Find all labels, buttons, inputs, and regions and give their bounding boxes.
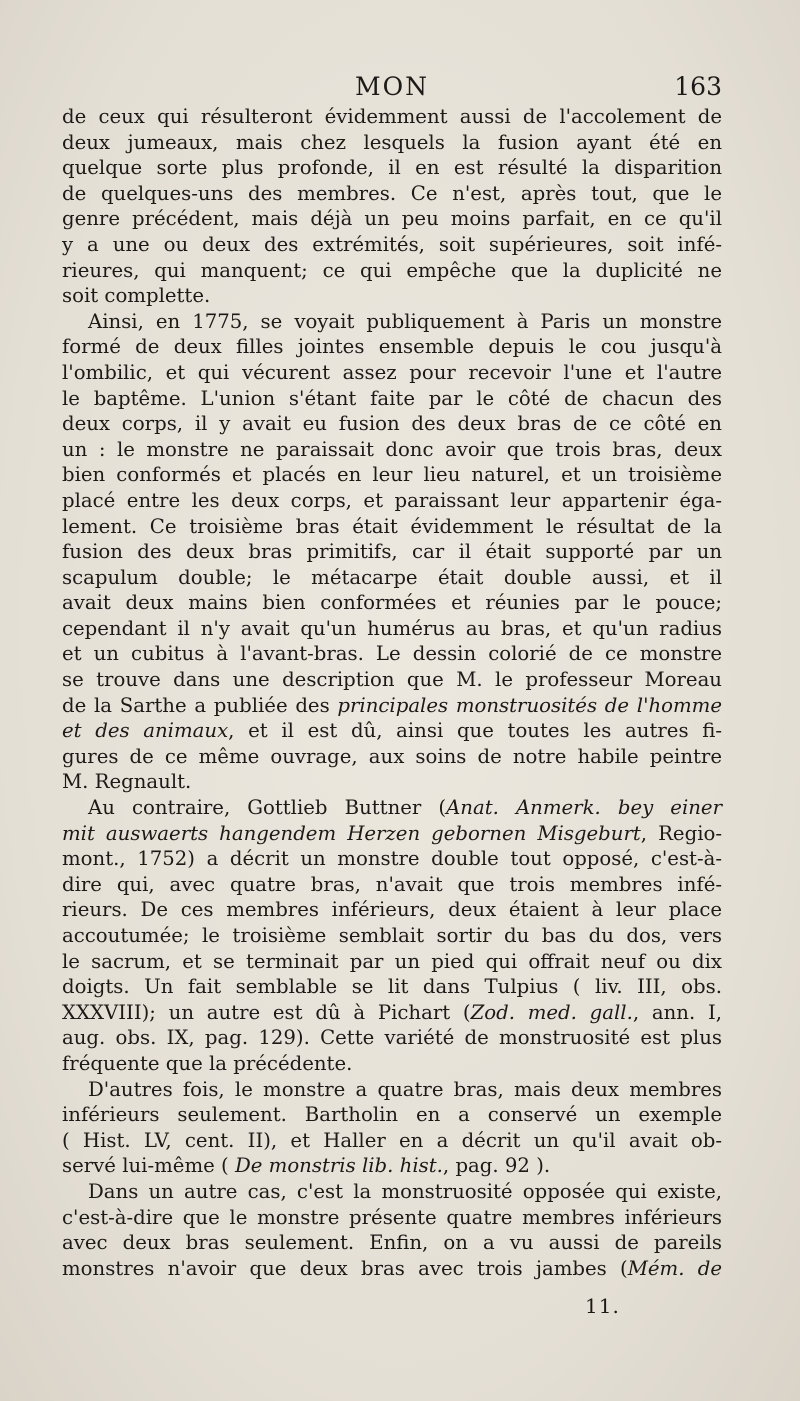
text-line <box>62 155 722 181</box>
roman-text: c'est-à-dire que le monstre présente quatre membres inférieurs <box>62 1205 722 1229</box>
roman-text: avec deux bras seulement. Enfin, on a vu aussi de pareils <box>62 1231 722 1255</box>
text-line <box>62 309 722 335</box>
roman-text: , et il est dû, ainsi que toutes les autres fi- <box>228 719 722 743</box>
roman-text: de la Sarthe a publiée des <box>62 693 338 717</box>
roman-text: inférieurs seulement. Bartholin en a conservé un exemple <box>62 1103 722 1127</box>
text-line <box>62 821 722 847</box>
text-line <box>62 1256 722 1282</box>
roman-text: se trouve dans une description que M. le professeur Moreau <box>62 668 722 692</box>
text-line <box>62 104 722 130</box>
roman-text: le sacrum, et se terminait par un pied qui offrait neuf ou dix <box>62 949 722 973</box>
text-line <box>62 232 722 258</box>
italic-text: et des animaux <box>62 719 229 743</box>
text-line <box>62 1128 722 1154</box>
text-line <box>62 616 722 642</box>
roman-text: et un cubitus à l'avant-bras. Le dessin colorié de ce monstre <box>62 642 722 666</box>
roman-text: accoutumée; le troisième semblait sortir du bas du dos, vers <box>62 924 722 947</box>
roman-text: doigts. Un fait semblable se lit dans Tulpius ( liv. III, obs. <box>62 975 722 999</box>
text-line <box>62 565 722 591</box>
roman-text: un : le monstre ne paraissait donc avoir que trois bras, deux <box>62 437 722 461</box>
italic-text: Zod. med. gall. <box>470 1000 633 1024</box>
roman-text: D'autres fois, le monstre a quatre bras, mais deux membres <box>88 1077 722 1101</box>
signature-mark: 11. <box>585 1294 620 1318</box>
text-line <box>62 1153 722 1179</box>
roman-text: deux jumeaux, mais chez lesquels la fusion ayant été en <box>62 130 722 154</box>
text-line <box>62 258 722 284</box>
roman-text: fréquente que la précédente. <box>62 1051 353 1075</box>
text-line <box>62 283 722 309</box>
italic-text: De monstris lib. hist. <box>234 1154 443 1178</box>
text-line <box>62 334 722 360</box>
text-line <box>62 411 722 437</box>
roman-text: cependant il n'y avait qu'un humérus au bras, et qu'un radius <box>62 616 722 640</box>
roman-text: Ainsi, en 1775, se voyait publiquement à Paris un monstre <box>88 309 722 333</box>
roman-text: , Regio- <box>640 821 722 845</box>
text-line <box>62 1077 722 1103</box>
text-line <box>62 974 722 1000</box>
roman-text: y a une ou deux des extrémités, soit supérieures, soit infé- <box>62 232 722 256</box>
roman-text: M. Regnault. <box>62 770 192 794</box>
roman-text: servé lui-même ( <box>62 1154 235 1178</box>
text-line <box>62 539 722 565</box>
roman-text: avait deux mains bien conformées et réunies par le pouce; <box>62 591 722 615</box>
text-line <box>62 718 722 744</box>
text-line <box>62 1025 722 1051</box>
roman-text: bien conformés et placés en leur lieu naturel, et un troisième <box>62 463 722 487</box>
roman-text: dire qui, avec quatre bras, n'avait que trois membres infé- <box>62 872 722 896</box>
roman-text: mont., 1752) a décrit un monstre double tout opposé, c'est-à- <box>62 847 722 871</box>
roman-text: l'ombilic, et qui vécurent assez pour recevoir l'une et l'autre <box>62 360 722 384</box>
text-line <box>62 1102 722 1128</box>
text-line <box>62 667 722 693</box>
roman-text: placé entre les deux corps, et paraissant leur appartenir éga- <box>62 488 722 512</box>
text-line <box>62 1205 722 1231</box>
roman-text: Dans un autre cas, c'est la monstruosité opposée qui existe, <box>88 1179 722 1203</box>
text-line <box>62 846 722 872</box>
roman-text: rieures, qui manquent; ce qui empêche que la duplicité ne <box>62 258 722 282</box>
text-line <box>62 744 722 770</box>
roman-text: ( Hist. LV, cent. II), et Haller en a décrit un qu'il avait ob- <box>62 1128 722 1152</box>
italic-text: principales monstruosités de l'homme <box>337 693 722 717</box>
italic-text: mit auswaerts hangendem Herzen gebornen Misgeburt <box>62 821 641 845</box>
text-line <box>62 897 722 923</box>
text-line <box>62 514 722 540</box>
text-line <box>62 872 722 898</box>
text-line <box>62 641 722 667</box>
text-line <box>62 590 722 616</box>
roman-text: lement. Ce troisième bras était évidemment le résultat de la <box>62 514 722 538</box>
body-text <box>62 104 722 1281</box>
page-header <box>62 72 722 106</box>
text-line <box>62 1000 722 1026</box>
text-line <box>62 795 722 821</box>
roman-text: formé de deux filles jointes ensemble depuis le cou jusqu'à <box>62 335 722 359</box>
text-line <box>62 437 722 463</box>
text-line <box>62 949 722 975</box>
text-line <box>62 1179 722 1205</box>
text-line <box>62 488 722 514</box>
roman-text: monstres n'avoir que deux bras avec trois jambes ( <box>62 1256 628 1280</box>
roman-text: fusion des deux bras primitifs, car il était supporté par un <box>62 540 722 564</box>
roman-text: , ann. I, <box>632 1000 722 1024</box>
text-line <box>62 1230 722 1256</box>
roman-text: le baptême. L'union s'étant faite par le côté de chacun des <box>62 386 722 410</box>
text-line <box>62 923 722 949</box>
roman-text: , pag. 92 ). <box>442 1154 551 1178</box>
text-line <box>62 181 722 207</box>
roman-text: Au contraire, Gottlieb Buttner ( <box>88 796 447 820</box>
text-line <box>62 693 722 719</box>
text-line <box>62 462 722 488</box>
roman-text: deux corps, il y avait eu fusion des deux bras de ce côté en <box>62 412 722 436</box>
italic-text: Anat. Anmerk. bey einer <box>446 796 722 820</box>
running-head: MON <box>355 72 429 101</box>
roman-text: de ceux qui résulteront évidemment aussi de l'accolement de <box>62 105 722 128</box>
italic-text: Mém. de <box>627 1256 722 1280</box>
roman-text: soit complette. <box>62 284 211 308</box>
roman-text: aug. obs. IX, pag. 129). Cette variété de monstruosité est plus <box>62 1026 722 1050</box>
roman-text: genre précédent, mais déjà un peu moins parfait, en ce qu'il <box>62 207 722 231</box>
text-line <box>62 769 722 795</box>
text-line <box>62 1051 722 1077</box>
roman-text: quelque sorte plus profonde, il en est résulté la disparition <box>62 156 722 180</box>
roman-text: rieurs. De ces membres inférieurs, deux étaient à leur place <box>62 898 722 922</box>
roman-text: gures de ce même ouvrage, aux soins de notre habile peintre <box>62 744 722 768</box>
text-line <box>62 130 722 156</box>
text-line <box>62 360 722 386</box>
page-number: 163 <box>674 72 722 101</box>
roman-text: de quelques-uns des membres. Ce n'est, après tout, que le <box>62 181 722 205</box>
roman-text: XXXVIII); un autre est dû à Pichart ( <box>62 1000 471 1024</box>
roman-text: scapulum double; le métacarpe était double aussi, et il <box>62 565 722 589</box>
text-line <box>62 386 722 412</box>
text-line <box>62 206 722 232</box>
